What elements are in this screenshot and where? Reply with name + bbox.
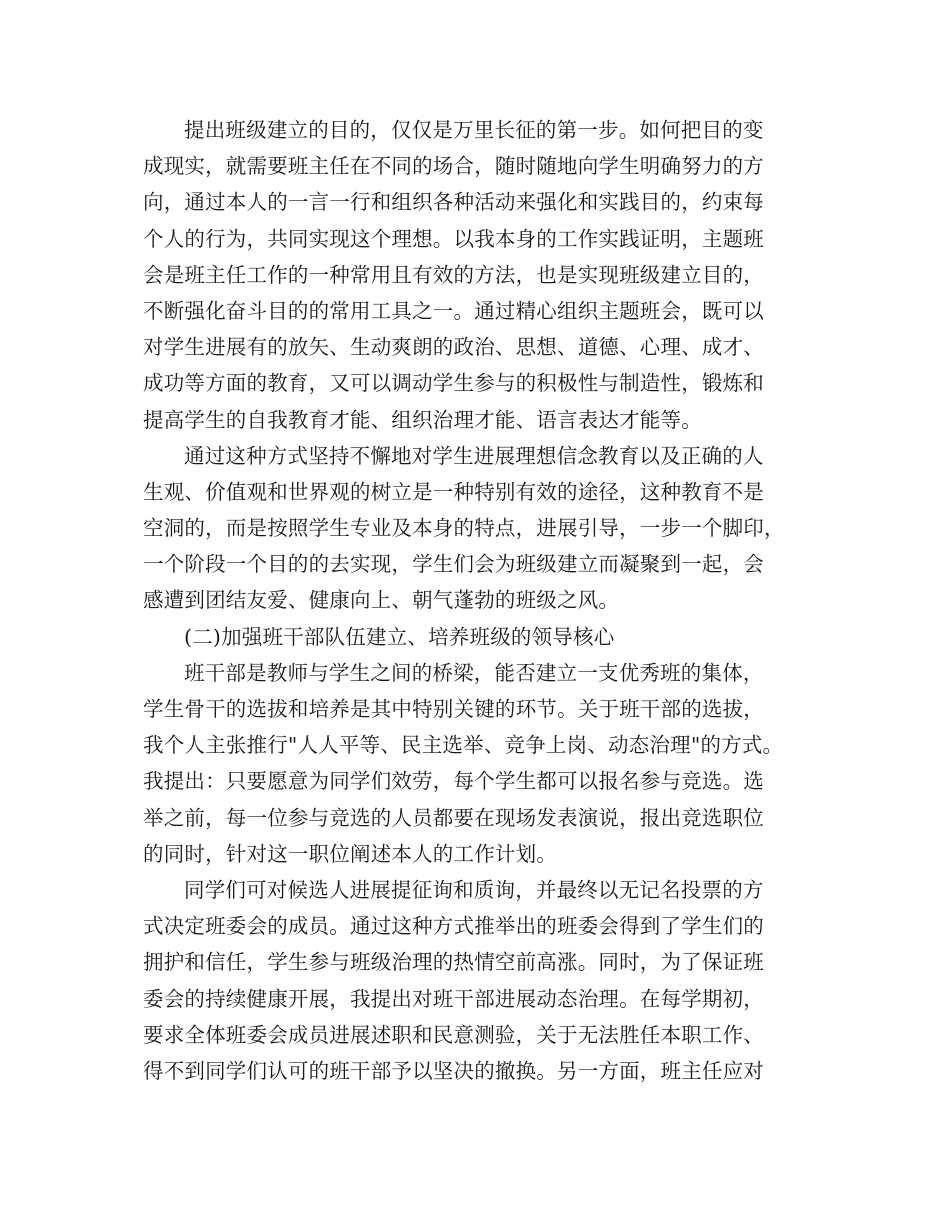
paragraph-line: 委会的持续健康开展，我提出对班干部进展动态治理。在每学期初， [143, 986, 764, 1011]
paragraph-line: 提出班级建立的目的，仅仅是万里长征的第一步。如何把目的变 [184, 118, 764, 142]
paragraph-line: 我个人主张推行"人人平等、民主选举、竞争上岗、动态治理"的方式。 [143, 733, 784, 758]
paragraph-line: 成现实，就需要班主任在不同的场合，随时随地向学生明确努力的方 [143, 154, 764, 179]
paragraph-line: 对学生进展有的放矢、生动爽朗的政治、思想、道德、心理、成才、 [143, 335, 764, 360]
paragraph-line: 班干部是教师与学生之间的桥梁，能否建立一支优秀班的集体， [184, 660, 764, 685]
paragraph-line: 生观、价值观和世界观的树立是一种特别有效的途径，这种教育不是 [143, 479, 764, 504]
paragraph-line: 个人的行为，共同实现这个理想。以我本身的工作实践证明，主题班 [143, 226, 764, 251]
paragraph-line: 同学们可对候选人进展提征询和质询，并最终以无记名投票的方 [184, 877, 764, 902]
paragraph-line: 会是班主任工作的一种常用且有效的方法，也是实现班级建立目的， [143, 262, 764, 287]
section-heading: (二)加强班干部队伍建立、培养班级的领导核心 [184, 624, 615, 649]
paragraph-line: 空洞的，而是按照学生专业及本身的特点，进展引导，一步一个脚印， [143, 516, 785, 541]
paragraph-line: 要求全体班委会成员进展述职和民意测验，关于无法胜任本职工作、 [143, 1022, 764, 1047]
paragraph-line: 拥护和信任，学生参与班级治理的热情空前高涨。同时，为了保证班 [143, 950, 764, 975]
paragraph-line: 感遭到团结友爱、健康向上、朝气蓬勃的班级之风。 [143, 588, 620, 613]
paragraph-line: 式决定班委会的成员。通过这种方式推举出的班委会得到了学生们的 [143, 914, 764, 939]
paragraph-line: 学生骨干的选拔和培养是其中特别关键的环节。关于班干部的选拔， [143, 697, 764, 721]
paragraph-line: 向，通过本人的一言一行和组织各种活动来强化和实践目的，约束每 [143, 190, 764, 215]
paragraph-line: 举之前，每一位参与竞选的人员都要在现场发表演说，报出竞选职位 [143, 805, 764, 830]
paragraph-line: 得不到同学们认可的班干部予以坚决的撤换。另一方面，班主任应对 [143, 1058, 764, 1083]
paragraph-line: 不断强化奋斗目的的常用工具之一。通过精心组织主题班会，既可以 [143, 298, 764, 323]
paragraph-line: 成功等方面的教育，又可以调动学生参与的积极性与制造性，锻炼和 [143, 371, 764, 396]
paragraph-line: 我提出：只要愿意为同学们效劳，每个学生都可以报名参与竞选。选 [143, 769, 764, 794]
paragraph-line: 的同时，针对这一职位阐述本人的工作计划。 [143, 841, 557, 866]
paragraph-line: 提高学生的自我教育才能、组织治理才能、语言表达才能等。 [143, 407, 702, 432]
body-text [143, 112, 813, 1089]
paragraph-line: 一个阶段一个目的的去实现，学生们会为班级建立而凝聚到一起，会 [143, 552, 764, 577]
paragraph-line: 通过这种方式坚持不懈地对学生进展理想信念教育以及正确的人 [184, 443, 764, 468]
